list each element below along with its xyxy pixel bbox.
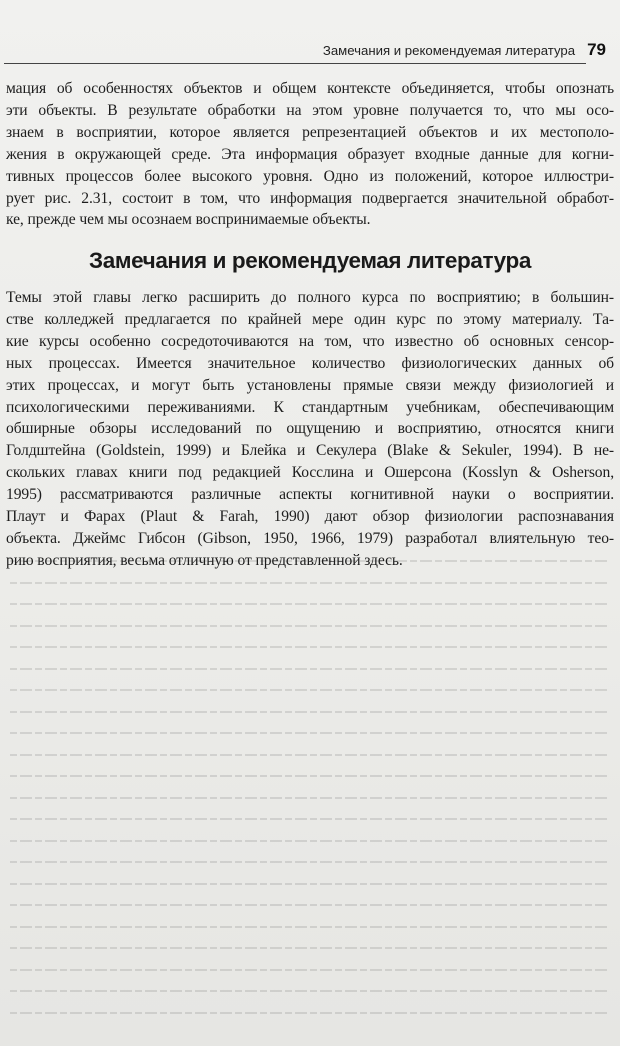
text-line: ке, прежде чем мы осознаем воспринимаемые объекты. — [6, 211, 371, 229]
text-line: рию восприятия, весьма отличную от представленной здесь. — [6, 551, 403, 569]
text-line: жения в окружающей среде. Эта информация образует входные данные для когни- — [6, 145, 614, 163]
text-line: объекта. Джеймс Гибсон (Gibson, 1950, 1966, 1979) разработал влиятельную тео- — [6, 529, 614, 547]
intro-paragraph — [6, 78, 614, 231]
running-head — [280, 40, 606, 64]
text-line: ных процессах. Имеется значительное количество физиологических данных об — [6, 354, 614, 372]
section-heading: Замечания и рекомендуемая литература — [89, 248, 531, 273]
page-number: 79 — [587, 40, 606, 59]
text-line: знаем в восприятии, которое является репрезентацией объектов и их местополо- — [6, 123, 614, 141]
text-line: рует рис. 2.31, состоит в том, что информация подвергается значительной обработ- — [6, 189, 614, 207]
text-line: обширные обзоры исследований по ощущению и восприятию, относятся книги — [6, 420, 614, 438]
text-line: стве колледжей предлагается по крайней мере один курс по этому материалу. Та- — [6, 310, 614, 328]
running-head-title: Замечания и рекомендуемая литература — [322, 43, 576, 58]
text-line: тивных процессов более высокого уровня. Одно из положений, которое иллюстри- — [6, 167, 614, 185]
section-paragraph — [6, 287, 614, 572]
text-line: Плаут и Фарах (Plaut & Farah, 1990) дают обзор физиологии распознавания — [6, 508, 614, 526]
text-line: психологическими переживаниями. К стандартным учебникам, обеспечивающим — [6, 398, 614, 416]
text-line: эти объекты. В результате обработки на этом уровне получается то, что мы осо- — [6, 101, 614, 119]
text-line: этих процессах, и могут быть установлены прямые связи между физиологией и — [6, 376, 614, 394]
text-line: кие курсы особенно сосредоточиваются на том, что известно об основных сенсор- — [6, 332, 614, 350]
text-line: Темы этой главы легко расширить до полного курса по восприятию; в большин- — [6, 289, 614, 306]
text-line: мация об особенностях объектов и общем контексте объединяется, чтобы опознать — [6, 80, 614, 97]
text-line: Голдштейна (Goldstein, 1999) и Блейка и Секулера (Blake & Sekuler, 1994). В не- — [6, 442, 614, 460]
text-line: 1995) рассматриваются различные аспекты когнитивной науки о восприятии. — [6, 486, 614, 504]
header-rule — [4, 63, 586, 64]
bleed-through-texture — [10, 560, 610, 1006]
text-line: скольких главах книги под редакцией Косслина и Ошерсона (Kosslyn & Osherson, — [6, 464, 614, 482]
